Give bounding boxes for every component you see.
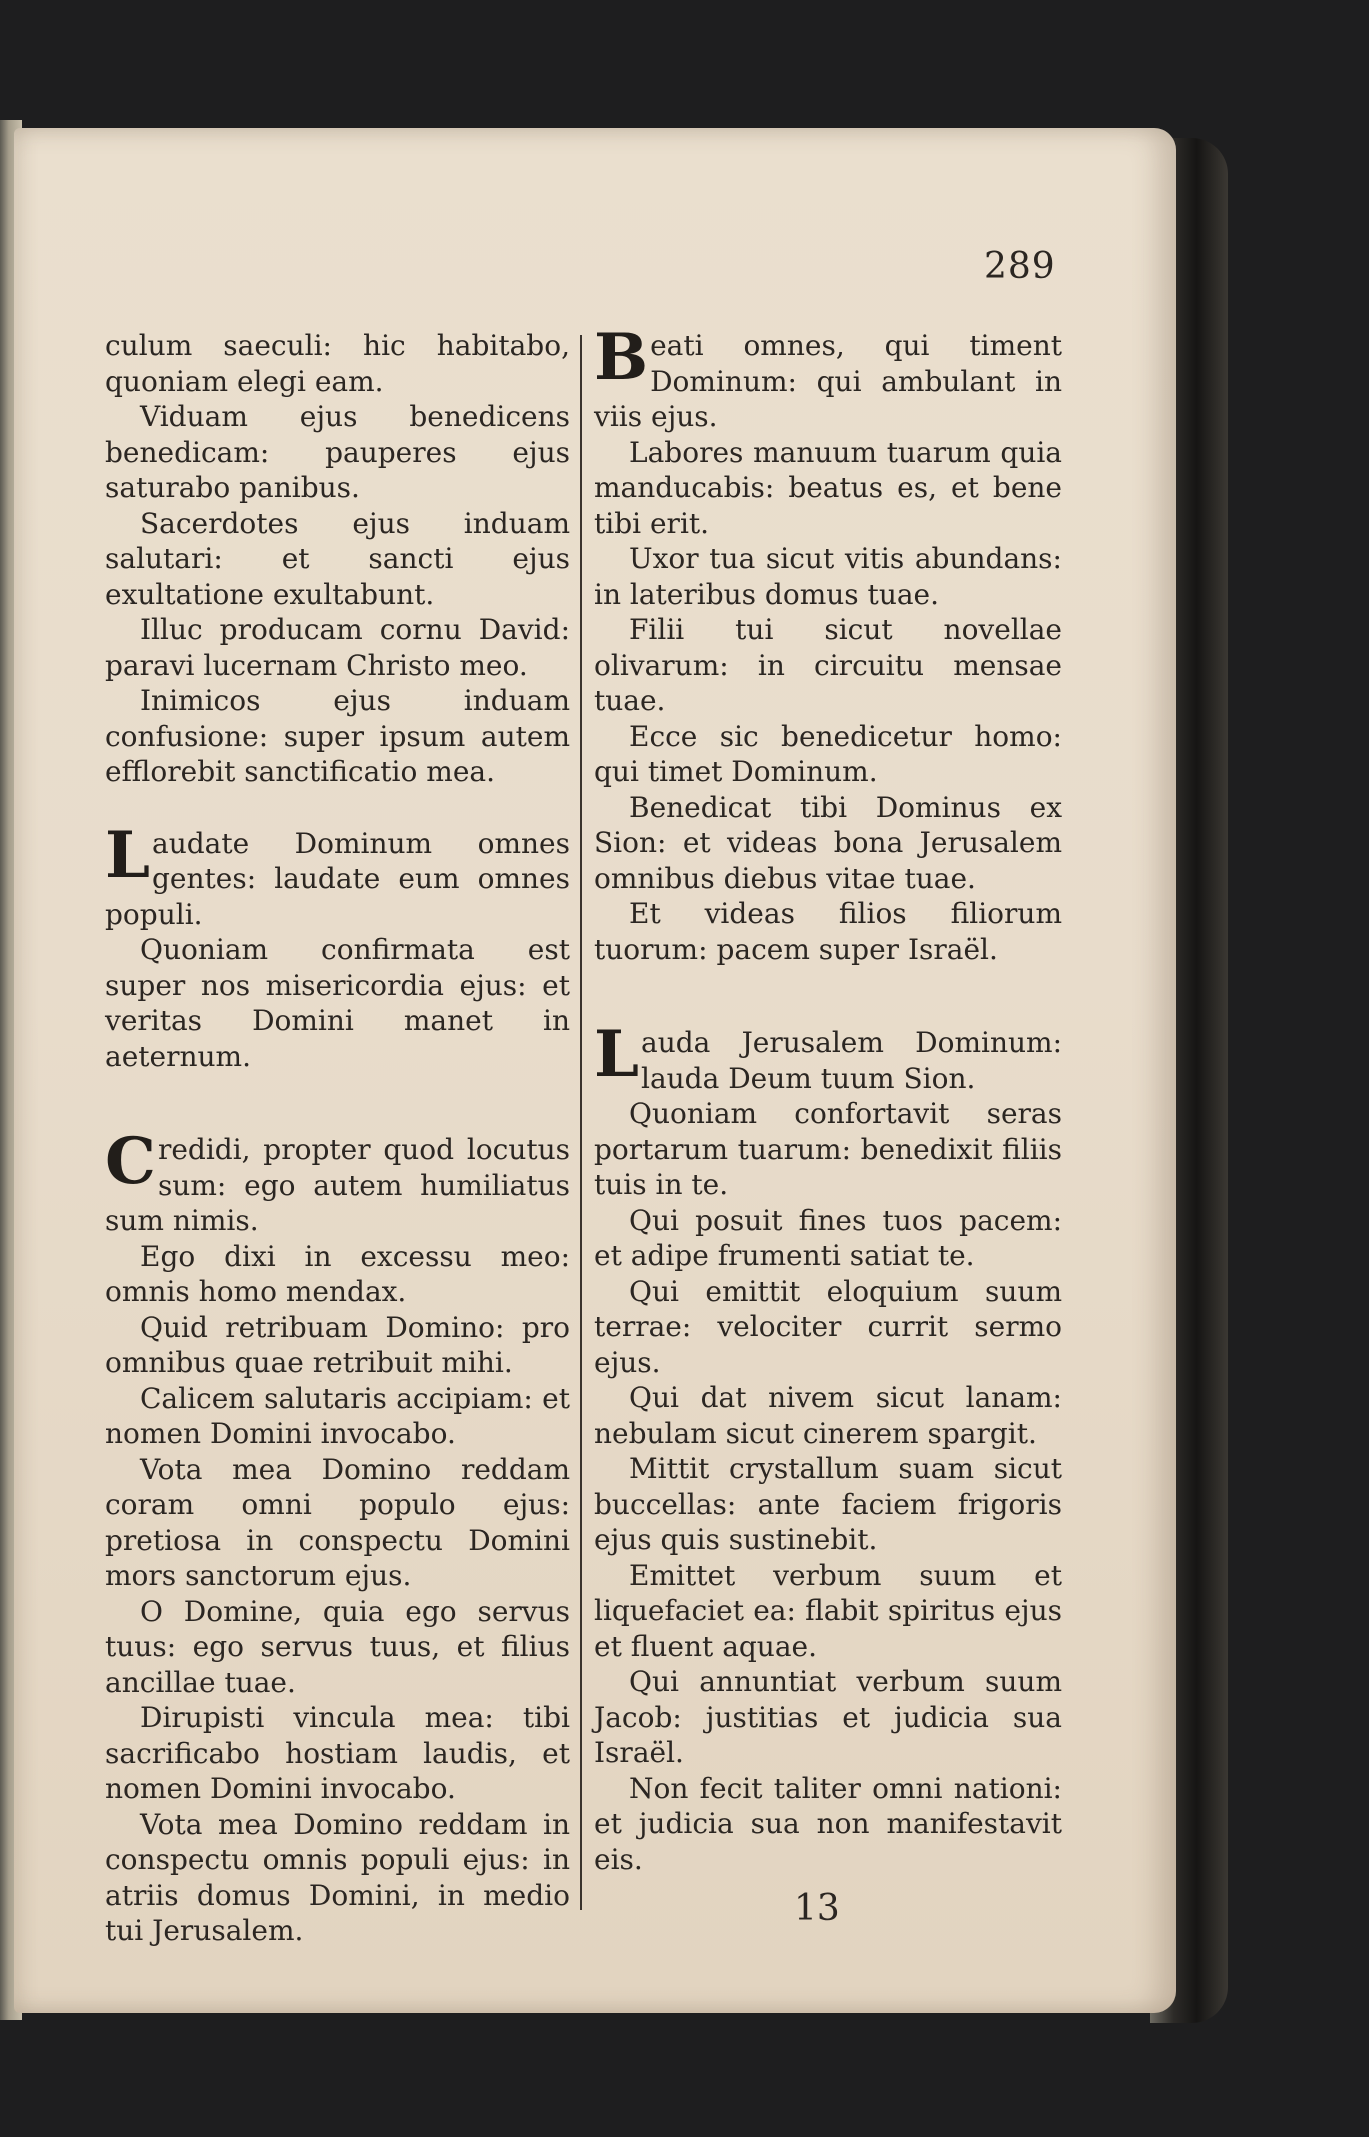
- psalm-block: [105, 1124, 570, 1949]
- verse-paragraph: [105, 399, 570, 506]
- verse-paragraph: [594, 1451, 1062, 1558]
- drop-cap: L: [594, 1017, 639, 1092]
- psalm-block: [594, 1017, 1062, 1877]
- verse-text: O Domine, quia ego servus tuus: ego servus tuus, et filius ancillae tuae.: [105, 1594, 570, 1699]
- verse-text: Quoniam confortavit seras portarum tuarum: benedixit filiis tuis in te.: [594, 1097, 1062, 1201]
- verse-text: Quoniam confirmata est super nos misericordia ejus: et veritas Domini manet in aeternum.: [105, 933, 570, 1073]
- verse-text: Dirupisti vincula mea: tibi sacrificabo hostiam laudis, et nomen Domini invocabo.: [105, 1701, 570, 1805]
- drop-cap: C: [105, 1124, 156, 1199]
- verse-paragraph: [105, 1807, 570, 1949]
- verse-text: Vota mea Domino reddam in conspectu omnis populi ejus: in atriis domus Domini, in medio tui Jerusalem.: [105, 1807, 570, 1947]
- verse-text: Benedicat tibi Dominus ex Sion: et videas bona Jerusalem omnibus diebus vitae tuae.: [594, 790, 1062, 895]
- verse-text: audate Dominum omnes gentes: laudate eum omnes populi.: [105, 826, 570, 931]
- verse-text: Non fecit taliter omni nationi: et judicia sua non manifestavit eis.: [594, 1771, 1062, 1876]
- verse-paragraph: [105, 1594, 570, 1701]
- verse-text: Inimicos ejus induam confusione: super ipsum autem efflorebit sanctificatio mea.: [105, 684, 570, 788]
- verse-paragraph: [594, 612, 1062, 719]
- verse-paragraph: [594, 1380, 1062, 1451]
- verse-paragraph: [105, 506, 570, 613]
- verse-text: Vota mea Domino reddam coram omni populo ejus: pretiosa in conspectu Domini mors sanctorum ejus.: [105, 1452, 570, 1592]
- verse-paragraph: [594, 541, 1062, 612]
- verse-paragraph: [105, 683, 570, 790]
- verse-paragraph: [105, 1310, 570, 1381]
- verse-paragraph: [594, 435, 1062, 542]
- verse-paragraph: [594, 790, 1062, 897]
- verse-paragraph: [594, 320, 1062, 435]
- verse-text: Qui annuntiat verbum suum Jacob: justitias et judicia sua Israël.: [594, 1665, 1062, 1769]
- verse-paragraph: [594, 1274, 1062, 1381]
- verse-paragraph: [105, 1700, 570, 1807]
- verse-paragraph: [105, 1381, 570, 1452]
- verse-paragraph: [594, 719, 1062, 790]
- page-number: 289: [984, 246, 1056, 287]
- signature-mark: 13: [794, 1888, 840, 1929]
- verse-text: Qui posuit fines tuos pacem: et adipe frumenti satiat te.: [594, 1203, 1062, 1272]
- verse-text: Ego dixi in excessu meo: omnis homo mendax.: [105, 1239, 570, 1308]
- verse-paragraph: [594, 896, 1062, 967]
- verse-text: culum saeculi: hic habitabo, quoniam elegi eam.: [105, 329, 570, 398]
- verse-text: Calicem salutaris accipiam: et nomen Domini invocabo.: [105, 1381, 570, 1450]
- left-column: [105, 328, 570, 1949]
- verse-paragraph: [105, 817, 570, 933]
- verse-paragraph: [594, 1017, 1062, 1096]
- verse-text: Et videas filios filiorum tuorum: pacem super Israël.: [594, 897, 1062, 966]
- verse-paragraph: [105, 328, 570, 399]
- psalm-block: [594, 320, 1062, 967]
- verse-paragraph: [105, 1452, 570, 1594]
- verse-text: Labores manuum tuarum quia manducabis: beatus es, et bene tibi erit.: [594, 435, 1062, 540]
- right-column: [594, 320, 1062, 1877]
- verse-paragraph: [594, 1558, 1062, 1665]
- verse-text: Filii tui sicut novellae olivarum: in circuitu mensae tuae.: [594, 613, 1062, 717]
- verse-paragraph: [105, 1239, 570, 1310]
- verse-text: Qui dat nivem sicut lanam: nebulam sicut cinerem spargit.: [594, 1381, 1062, 1450]
- verse-text: Emittet verbum suum et liquefaciet ea: flabit spiritus ejus et fluent aquae.: [594, 1558, 1062, 1663]
- verse-text: Quid retribuam Domino: pro omnibus quae retribuit mihi.: [105, 1310, 570, 1379]
- verse-text: Sacerdotes ejus induam salutari: et sancti ejus exultatione exultabunt.: [105, 506, 570, 611]
- verse-paragraph: [105, 612, 570, 683]
- verse-text: eati omnes, qui timent Dominum: qui ambulant in viis ejus.: [594, 329, 1062, 433]
- book-page: [14, 128, 1176, 2013]
- verse-paragraph: [105, 932, 570, 1074]
- drop-cap: B: [594, 320, 649, 395]
- verse-text: Viduam ejus benedicens benedicam: pauperes ejus saturabo panibus.: [105, 400, 570, 504]
- verse-paragraph: [594, 1664, 1062, 1771]
- verse-text: Uxor tua sicut vitis abundans: in lateribus domus tuae.: [594, 542, 1062, 611]
- verse-paragraph: [594, 1096, 1062, 1203]
- verse-paragraph: [594, 1203, 1062, 1274]
- verse-text: Illuc producam cornu David: paravi lucernam Christo meo.: [105, 613, 570, 682]
- verse-paragraph: [105, 1124, 570, 1239]
- column-divider: [580, 335, 582, 1910]
- verse-text: redidi, propter quod locutus sum: ego autem humiliatus sum nimis.: [105, 1133, 570, 1237]
- verse-text: Mittit crystallum suam sicut buccellas: ante faciem frigoris ejus quis sustinebit.: [594, 1452, 1062, 1556]
- verse-text: auda Jerusalem Dominum: lauda Deum tuum Sion.: [641, 1026, 1062, 1095]
- psalm-block: [105, 328, 570, 790]
- verse-paragraph: [594, 1771, 1062, 1878]
- drop-cap: L: [105, 817, 150, 893]
- psalm-block: [105, 817, 570, 1075]
- verse-text: Ecce sic benedicetur homo: qui timet Dominum.: [594, 719, 1062, 788]
- verse-text: Qui emittit eloquium suum terrae: velociter currit sermo ejus.: [594, 1274, 1062, 1379]
